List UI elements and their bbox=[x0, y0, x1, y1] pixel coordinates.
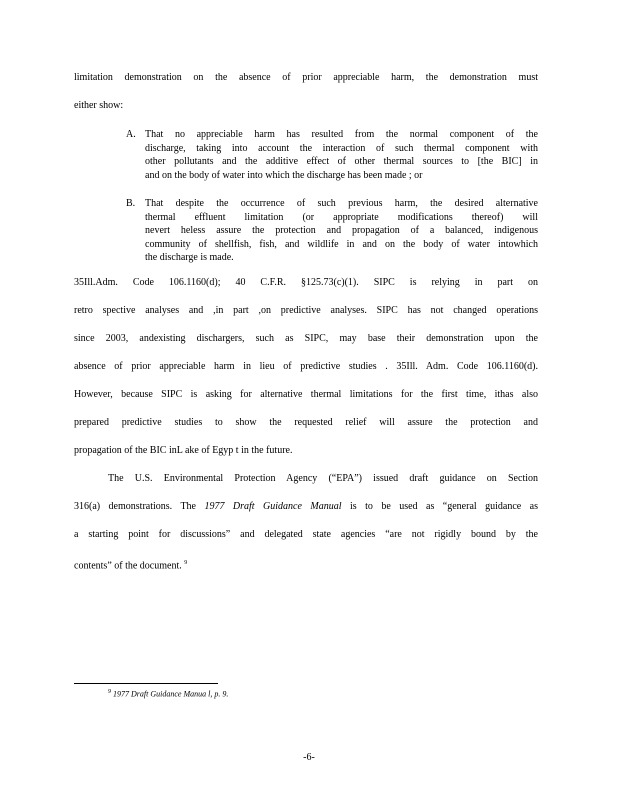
footnote-text: 1977 Draft Guidance Manua l, p. 9. bbox=[113, 689, 229, 699]
text-line: That despite the occurrence of such previous harm, the desired alternative bbox=[145, 198, 538, 209]
text-line: the discharge is made. bbox=[145, 252, 234, 263]
footnote bbox=[108, 689, 228, 699]
text-line: and on the body of water into which the discharge has been made ; or bbox=[145, 169, 423, 181]
list-letter: A. bbox=[126, 129, 136, 140]
list-item-body bbox=[145, 197, 538, 265]
text-line: community of shellfish, fish, and wildlife in and on the body of water intowhich bbox=[145, 238, 538, 250]
paragraph-epa bbox=[74, 472, 538, 570]
text-line: a starting point for discussions” and delegated state agencies “are not rigidly bound by the bbox=[74, 529, 538, 540]
list-item-body bbox=[145, 128, 538, 182]
paragraph-intro bbox=[74, 71, 538, 113]
list-letter: B. bbox=[126, 198, 136, 209]
manual-title: 1977 Draft Guidance Manual bbox=[204, 501, 342, 512]
text-line bbox=[74, 500, 538, 514]
text-line: other pollutants and the additive effect of other thermal sources to [the BIC] in bbox=[145, 156, 538, 167]
text-line: since 2003, andexisting dischargers, such as SIPC, may base their demonstration upon the bbox=[74, 333, 538, 344]
text-line: However, because SIPC is asking for alternative thermal limitations for the first time, ithas also bbox=[74, 389, 538, 400]
text-run: contents” of the document. bbox=[74, 560, 182, 572]
text-line: absence of prior appreciable harm in lieu of predictive studies . 35Ill. Adm. Code 106.1160(d). bbox=[74, 361, 538, 372]
text-line: propagation of the BIC inL ake of Egyp t in the future. bbox=[74, 445, 293, 456]
text-line bbox=[74, 556, 538, 570]
text-line: either show: bbox=[74, 100, 124, 111]
text-line: That no appreciable harm has resulted from the normal component of the bbox=[145, 129, 538, 140]
text-line: discharge, taking into account the interaction of such thermal component with bbox=[145, 142, 538, 154]
text-run: is to be used as “general guidance as bbox=[341, 501, 539, 512]
text-line: The U.S. Environmental Protection Agency (“EPA”) issued draft guidance on Section bbox=[108, 473, 538, 484]
text-run: 316(a) demonstrations. The bbox=[74, 501, 205, 512]
paragraph-citation bbox=[74, 276, 538, 458]
text-line: nevert heless assure the protection and propagation of a balanced, indigenous bbox=[145, 225, 538, 236]
page-number: -6- bbox=[303, 752, 315, 763]
text-line: retro spective analyses and ,in part ,on predictive analyses. SIPC has not changed operations bbox=[74, 305, 538, 316]
text-line: limitation demonstration on the absence of prior appreciable harm, the demonstration must bbox=[74, 72, 538, 83]
text-line: prepared predictive studies to show the requested relief will assure the protection and bbox=[74, 417, 538, 428]
text-line: 35Ill.Adm. Code 106.1160(d); 40 C.F.R. §125.73(c)(1). SIPC is relying in part on bbox=[74, 277, 538, 288]
text-line: thermal effluent limitation (or appropriate modifications thereof) will bbox=[145, 211, 538, 223]
footnote-divider bbox=[74, 683, 218, 684]
footnote-number: 9 bbox=[108, 689, 111, 695]
footnote-reference: 9 bbox=[184, 560, 188, 566]
